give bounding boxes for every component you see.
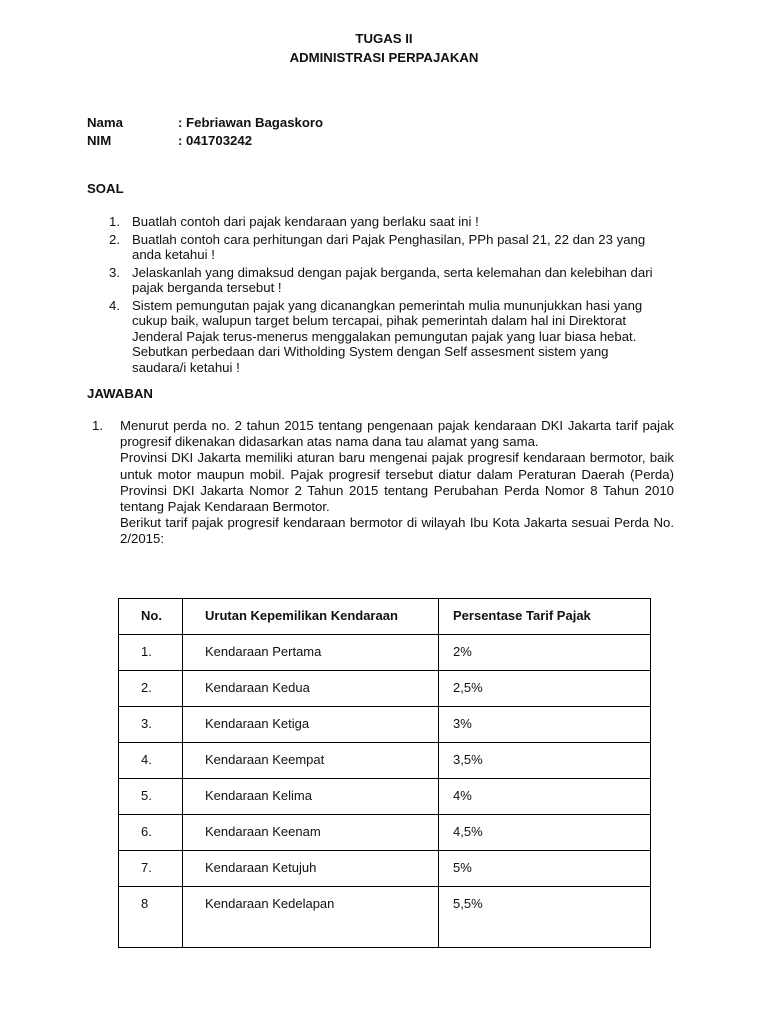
header-no: No. (119, 599, 183, 635)
cell-vehicle: Kendaraan Keempat (183, 743, 439, 779)
cell-vehicle: Kendaraan Keenam (183, 815, 439, 851)
cell-vehicle: Kendaraan Kedua (183, 671, 439, 707)
soal-item-number: 1. (109, 214, 120, 229)
cell-no: 1. (119, 635, 183, 671)
cell-no: 8 (119, 887, 183, 948)
header-tax-rate: Persentase Tarif Pajak (439, 599, 651, 635)
answer-paragraph: Provinsi DKI Jakarta memiliki aturan baru mengenai pajak progresif kendaraan bermotor, baik untuk motor maupun mobil. Pajak progresif tersebut diatur dalam Peraturan Daerah (Perda) Provinsi DKI Jakarta Nomor 2 Tahun 2015 tentang Perubahan Perda Nomor 8 Tahun 2010 tentang Pajak Kendaraan Bermotor. (120, 450, 674, 515)
tax-rate-table (118, 598, 651, 948)
soal-heading: SOAL (87, 181, 124, 196)
soal-item-number: 3. (109, 264, 120, 280)
table-row (119, 851, 651, 887)
nim-value: : 041703242 (178, 133, 253, 148)
answer-block (92, 418, 674, 548)
soal-item-text: Sistem pemungutan pajak yang dicanangkan pemerintah mulia mununjukkan hasi yang cukup baik, walupun target belum tercapai, pihak pemerintah dalam hal ini Direktorat Jenderal Pajak terus-menerus menggalakan pemungutan pajak yang luar biasa hebat. Sebutkan perbedaan dari Witholding System dengan Self assesment sistem yang saudara/i ketahui ! (132, 297, 643, 375)
table-row (119, 815, 651, 851)
cell-vehicle: Kendaraan Pertama (183, 635, 439, 671)
answer-body (120, 418, 674, 548)
table-row (119, 671, 651, 707)
cell-vehicle: Kendaraan Kedelapan (183, 887, 439, 948)
cell-no: 2. (119, 671, 183, 707)
cell-no: 7. (119, 851, 183, 887)
cell-rate: 4,5% (439, 815, 651, 851)
cell-rate: 2,5% (439, 671, 651, 707)
document-subtitle: ADMINISTRASI PERPAJAKAN (289, 50, 479, 65)
table-header-row (119, 599, 651, 635)
table-row (119, 887, 651, 948)
soal-item-number: 2. (109, 231, 120, 247)
answer-paragraph: Menurut perda no. 2 tahun 2015 tentang pengenaan pajak kendaraan DKI Jakarta tarif pajak progresif dikenakan didasarkan atas nama dana tau alamat yang sama. (120, 418, 674, 450)
answer-paragraph: Berikut tarif pajak progresif kendaraan bermotor di wilayah Ibu Kota Jakarta sesuai Perda No. 2/2015: (120, 515, 674, 547)
table-row (119, 743, 651, 779)
cell-rate: 2% (439, 635, 651, 671)
answer-number: 1. (92, 418, 103, 433)
soal-list (87, 214, 657, 377)
soal-item (87, 265, 657, 296)
cell-rate: 3% (439, 707, 651, 743)
soal-item (87, 214, 657, 230)
nim-row (87, 133, 252, 148)
cell-rate: 5% (439, 851, 651, 887)
soal-item (87, 298, 657, 376)
cell-no: 5. (119, 779, 183, 815)
cell-no: 6. (119, 815, 183, 851)
cell-vehicle: Kendaraan Kelima (183, 779, 439, 815)
table-row (119, 635, 651, 671)
cell-vehicle: Kendaraan Ketiga (183, 707, 439, 743)
cell-rate: 4% (439, 779, 651, 815)
cell-vehicle: Kendaraan Ketujuh (183, 851, 439, 887)
jawaban-heading: JAWABAN (87, 386, 153, 401)
table-row (119, 779, 651, 815)
nim-label: NIM (87, 133, 112, 148)
cell-no: 3. (119, 707, 183, 743)
soal-item-number: 4. (109, 297, 120, 313)
soal-item-text: Jelaskanlah yang dimaksud dengan pajak berganda, serta kelemahan dan kelebihan dari pajak berganda tersebut ! (132, 264, 653, 295)
name-label: Nama (87, 115, 123, 130)
soal-item (87, 232, 657, 263)
document-title: TUGAS II (355, 31, 413, 46)
soal-item-text: Buatlah contoh cara perhitungan dari Pajak Penghasilan, PPh pasal 21, 22 dan 23 yang anda ketahui ! (132, 231, 646, 262)
cell-no: 4. (119, 743, 183, 779)
table-row (119, 707, 651, 743)
header-ownership-order: Urutan Kepemilikan Kendaraan (183, 599, 439, 635)
name-row (87, 115, 323, 130)
cell-rate: 5,5% (439, 887, 651, 948)
cell-rate: 3,5% (439, 743, 651, 779)
name-value: : Febriawan Bagaskoro (178, 115, 324, 130)
soal-item-text: Buatlah contoh dari pajak kendaraan yang berlaku saat ini ! (132, 214, 479, 229)
